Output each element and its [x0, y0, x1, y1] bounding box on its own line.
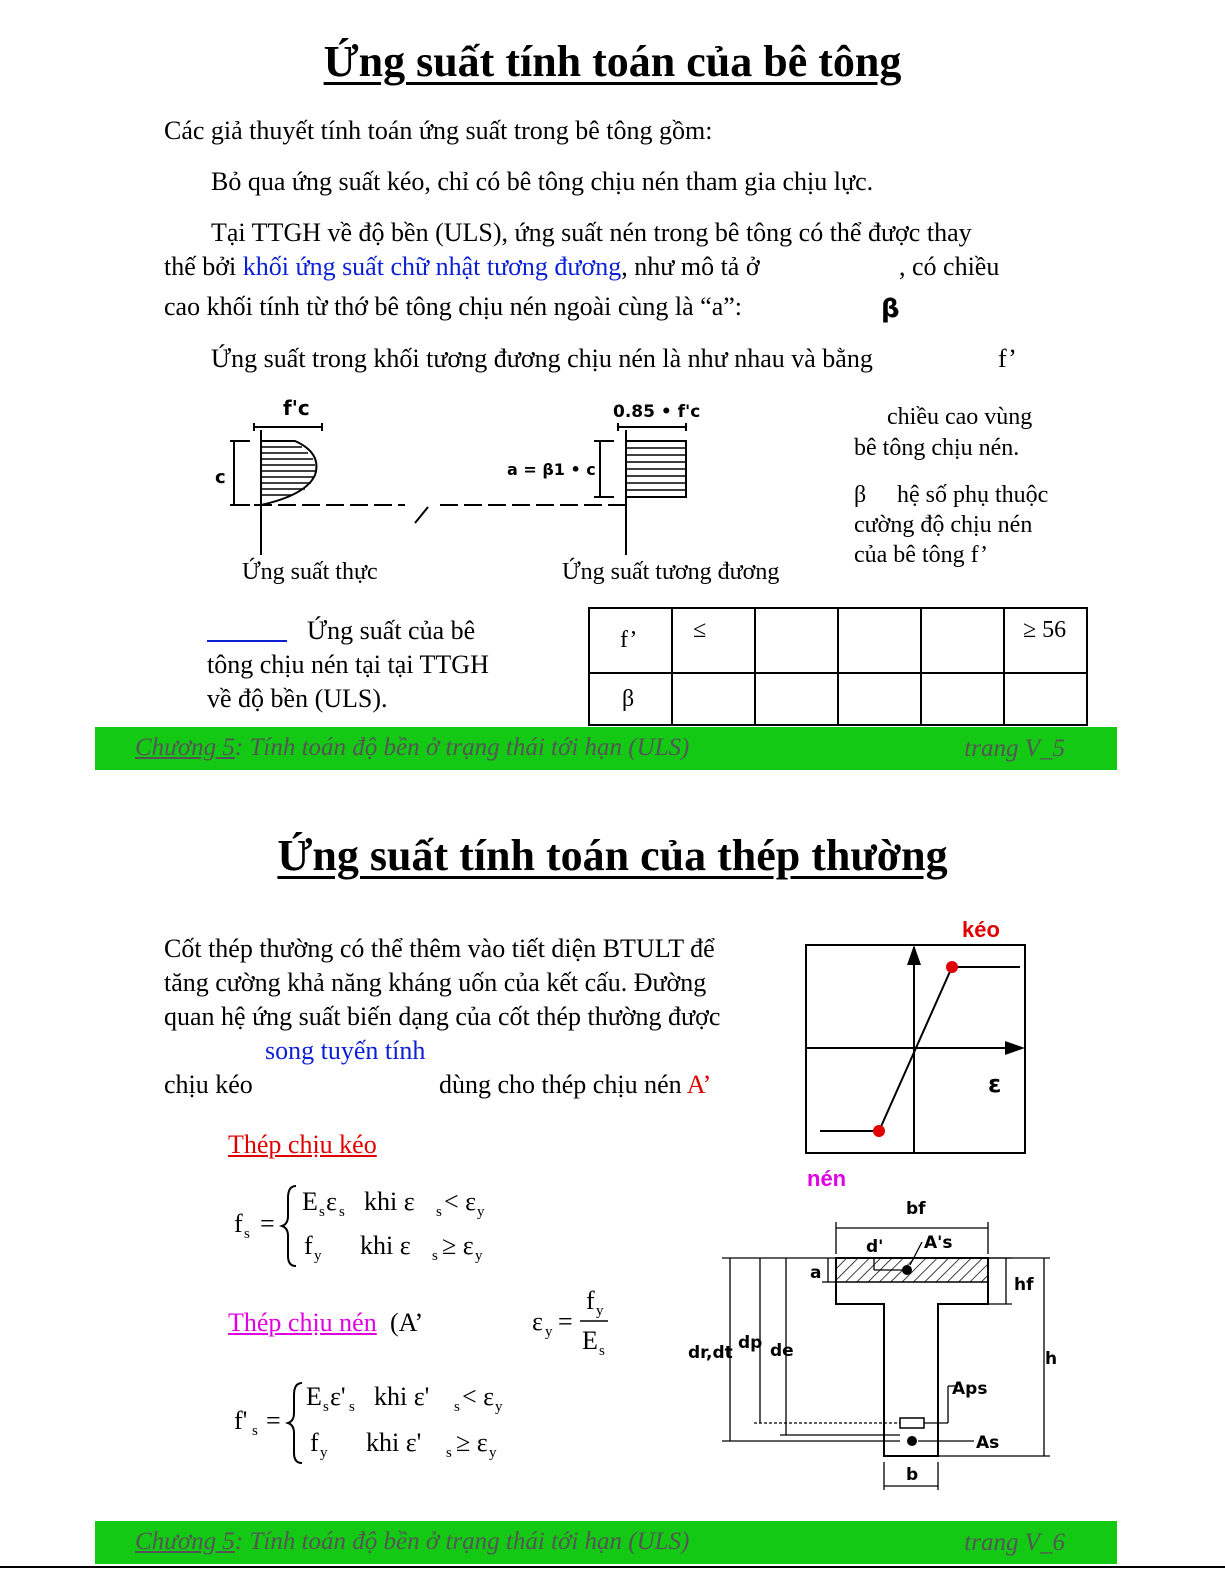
- svg-text:< ε: < ε: [462, 1382, 495, 1411]
- svg-text:y: y: [545, 1324, 553, 1340]
- stress-strain-graph: [800, 915, 1035, 1200]
- svg-text:f': f': [234, 1406, 248, 1435]
- svg-text:y: y: [475, 1248, 483, 1264]
- svg-text:f: f: [310, 1428, 319, 1457]
- table-cell: [921, 608, 1004, 673]
- tension-steel-bar: [907, 1436, 917, 1446]
- svg-text:y: y: [495, 1399, 503, 1415]
- svg-text:y: y: [477, 1204, 485, 1220]
- svg-text:≥ ε: ≥ ε: [456, 1428, 488, 1457]
- figure-caption-line3: về độ bền (ULS).: [207, 684, 388, 713]
- footer-left: [135, 734, 689, 762]
- para-line5a: chịu kéo: [164, 1070, 253, 1099]
- compression-steel-heading: Thép chịu nén: [228, 1308, 377, 1337]
- caption-real-stress: Ứng suất thực: [242, 559, 378, 585]
- assumption-2-line3: cao khối tính từ thớ bê tông chịu nén ngoài cùng là “a”:: [164, 292, 743, 321]
- aprime-symbol: A’: [686, 1070, 712, 1099]
- svg-text:< ε: < ε: [444, 1187, 477, 1216]
- a-label: a = β1 • c: [507, 460, 596, 479]
- page-title: Ứng suất tính toán của thép thường: [277, 831, 948, 880]
- footer-page: trang V_5: [964, 735, 1065, 762]
- label-As: As: [976, 1433, 1000, 1453]
- svg-text:ε: ε: [326, 1187, 337, 1216]
- compression-steel-bar: [902, 1265, 912, 1275]
- svg-text:E: E: [582, 1326, 598, 1355]
- svg-text:khi ε: khi ε: [360, 1231, 411, 1260]
- beta-table: [588, 607, 1088, 726]
- note-c-line2: bê tông chịu nén.: [854, 435, 1020, 461]
- footer-text: : Tính toán độ bền ở trạng thái tới hạn (ULS): [234, 734, 690, 761]
- equation-fps: [230, 1375, 520, 1470]
- fc-label: f'c: [283, 396, 310, 420]
- svg-text:y: y: [596, 1303, 604, 1319]
- compression-label: nén: [807, 1166, 847, 1191]
- table-cell: [838, 673, 921, 725]
- note-c-line1: chiều cao vùng: [887, 404, 1033, 430]
- svg-text:s: s: [244, 1226, 250, 1242]
- table-cell: [1004, 673, 1087, 725]
- equivalent-top-label: 0.85 • f'c: [613, 402, 701, 422]
- assumption-2-line2: [164, 250, 760, 284]
- svg-text:ε': ε': [330, 1382, 346, 1411]
- svg-text:khi ε': khi ε': [374, 1382, 430, 1411]
- assumption-1: Bỏ qua ứng suất kéo, chỉ có bê tông chịu nén tham gia chịu lực.: [211, 167, 874, 196]
- label-bf: bf: [906, 1199, 926, 1219]
- footer-chapter-link[interactable]: Chương 5: [135, 1528, 235, 1555]
- equivalent-block-link[interactable]: khối ứng suất chữ nhật tương đương: [242, 252, 622, 281]
- label-b: b: [906, 1465, 919, 1485]
- yield-point-tension: [946, 961, 958, 973]
- table-cell: ≤: [672, 608, 755, 673]
- table-cell: ≥ 56: [1004, 608, 1087, 673]
- y-axis-arrow-icon: [907, 945, 921, 965]
- figure-caption-line1: Ứng suất của bê: [307, 616, 476, 645]
- table-cell: [921, 673, 1004, 725]
- svg-text:s: s: [319, 1204, 325, 1220]
- t-section-outline: [836, 1258, 988, 1456]
- svg-text:khi ε': khi ε': [366, 1428, 422, 1457]
- para-line5b: [439, 1068, 711, 1102]
- footer-text: : Tính toán độ bền ở trạng thái tới hạn (ULS): [234, 1528, 690, 1555]
- svg-text:E: E: [306, 1382, 322, 1411]
- para-line3: quan hệ ứng suất biến dạng của cốt thép thường được: [164, 1002, 721, 1031]
- c-label: c: [215, 467, 226, 488]
- note-beta-line1: hệ số phụ thuộc: [897, 482, 1049, 508]
- label-drdt: dr,dt: [688, 1343, 733, 1363]
- label-a: a: [810, 1263, 822, 1283]
- page-bottom-rule: [0, 1566, 1225, 1568]
- para-line1: Cốt thép thường có thể thêm vào tiết diện BTULT để: [164, 934, 715, 963]
- figure-caption-line2: tông chịu nén tại tại TTGH: [207, 650, 489, 679]
- svg-text:E: E: [302, 1187, 318, 1216]
- compression-suffix: (A’: [390, 1308, 424, 1337]
- svg-text:f: f: [586, 1286, 595, 1315]
- figure-link-underline[interactable]: [207, 640, 287, 642]
- label-dprime: d': [866, 1237, 884, 1257]
- svg-text:y: y: [489, 1445, 497, 1461]
- text-segment: , có chiều: [899, 252, 1000, 281]
- svg-text:y: y: [320, 1445, 328, 1461]
- equation-eps-y: [530, 1285, 620, 1360]
- svg-text:y: y: [314, 1248, 322, 1264]
- footer-bar: [95, 1521, 1117, 1564]
- caption-equivalent-stress: Ứng suất tương đương: [562, 559, 780, 585]
- label-Aps-prime: A's: [924, 1233, 953, 1253]
- svg-text:s: s: [599, 1343, 605, 1359]
- prestress-tendon: [900, 1418, 924, 1428]
- svg-text:=: =: [558, 1307, 573, 1336]
- table-cell: [672, 673, 755, 725]
- svg-text:s: s: [323, 1399, 329, 1415]
- label-dp: dp: [738, 1333, 763, 1353]
- svg-text:s: s: [349, 1399, 355, 1415]
- page-title: Ứng suất tính toán của bê tông: [323, 37, 902, 86]
- footer-left: [135, 1528, 689, 1556]
- note-beta-line3: của bê tông f’: [854, 542, 988, 568]
- t-section-diagram: [688, 1190, 1068, 1500]
- epsilon-label: ε: [988, 1070, 1002, 1098]
- equation-fs: [230, 1180, 510, 1270]
- stress-block-diagram: [210, 395, 810, 565]
- footer-bar: [95, 727, 1117, 770]
- footer-chapter-link[interactable]: Chương 5: [135, 734, 235, 761]
- svg-text:s: s: [432, 1248, 438, 1264]
- beta-symbol: β: [881, 294, 900, 324]
- text-segment: , như mô tả ở: [621, 252, 760, 281]
- table-cell: [755, 673, 838, 725]
- svg-text:s: s: [252, 1423, 258, 1439]
- assumption-3: Ứng suất trong khối tương đương chịu nén là như nhau và bằng: [211, 344, 873, 373]
- svg-text:s: s: [436, 1204, 442, 1220]
- note-beta-symbol: β: [854, 482, 867, 508]
- table-cell: [755, 608, 838, 673]
- x-axis-arrow-icon: [1005, 1041, 1025, 1055]
- table-cell: β: [589, 673, 672, 725]
- label-de: de: [770, 1341, 794, 1361]
- svg-text:s: s: [454, 1399, 460, 1415]
- yield-point-compression: [873, 1125, 885, 1137]
- svg-text:≥ ε: ≥ ε: [442, 1231, 474, 1260]
- note-beta-line2: cường độ chịu nén: [854, 512, 1033, 538]
- table-row: [589, 608, 1087, 673]
- svg-text:s: s: [446, 1445, 452, 1461]
- svg-text:f: f: [234, 1209, 243, 1238]
- table-row: [589, 673, 1087, 725]
- svg-text:=: =: [260, 1209, 275, 1238]
- table-cell: [838, 608, 921, 673]
- tension-label: kéo: [962, 917, 1000, 942]
- svg-text:khi ε: khi ε: [364, 1187, 415, 1216]
- bilinear-link[interactable]: song tuyến tính: [265, 1036, 426, 1065]
- label-hf: hf: [1014, 1275, 1034, 1295]
- svg-text:f: f: [304, 1231, 313, 1260]
- table-cell: f’: [589, 608, 672, 673]
- fc-symbol: f’: [998, 344, 1017, 373]
- assumption-2-line1: Tại TTGH về độ bền (ULS), ứng suất nén trong bê tông có thể được thay: [211, 218, 972, 247]
- para-line2: tăng cường khả năng kháng uốn của kết cấu. Đường: [164, 968, 707, 997]
- footer-page: trang V_6: [964, 1529, 1065, 1556]
- text-segment: thế bởi: [164, 252, 243, 281]
- svg-text:=: =: [266, 1406, 281, 1435]
- intro-text: Các giả thuyết tính toán ứng suất trong bê tông gồm:: [164, 116, 713, 145]
- label-Aps: Aps: [952, 1379, 988, 1399]
- svg-text:ε: ε: [532, 1307, 543, 1336]
- svg-text:s: s: [339, 1204, 345, 1220]
- label-h: h: [1045, 1349, 1058, 1369]
- tension-steel-heading: Thép chịu kéo: [228, 1130, 377, 1159]
- text-segment: dùng cho thép chịu nén: [439, 1070, 687, 1099]
